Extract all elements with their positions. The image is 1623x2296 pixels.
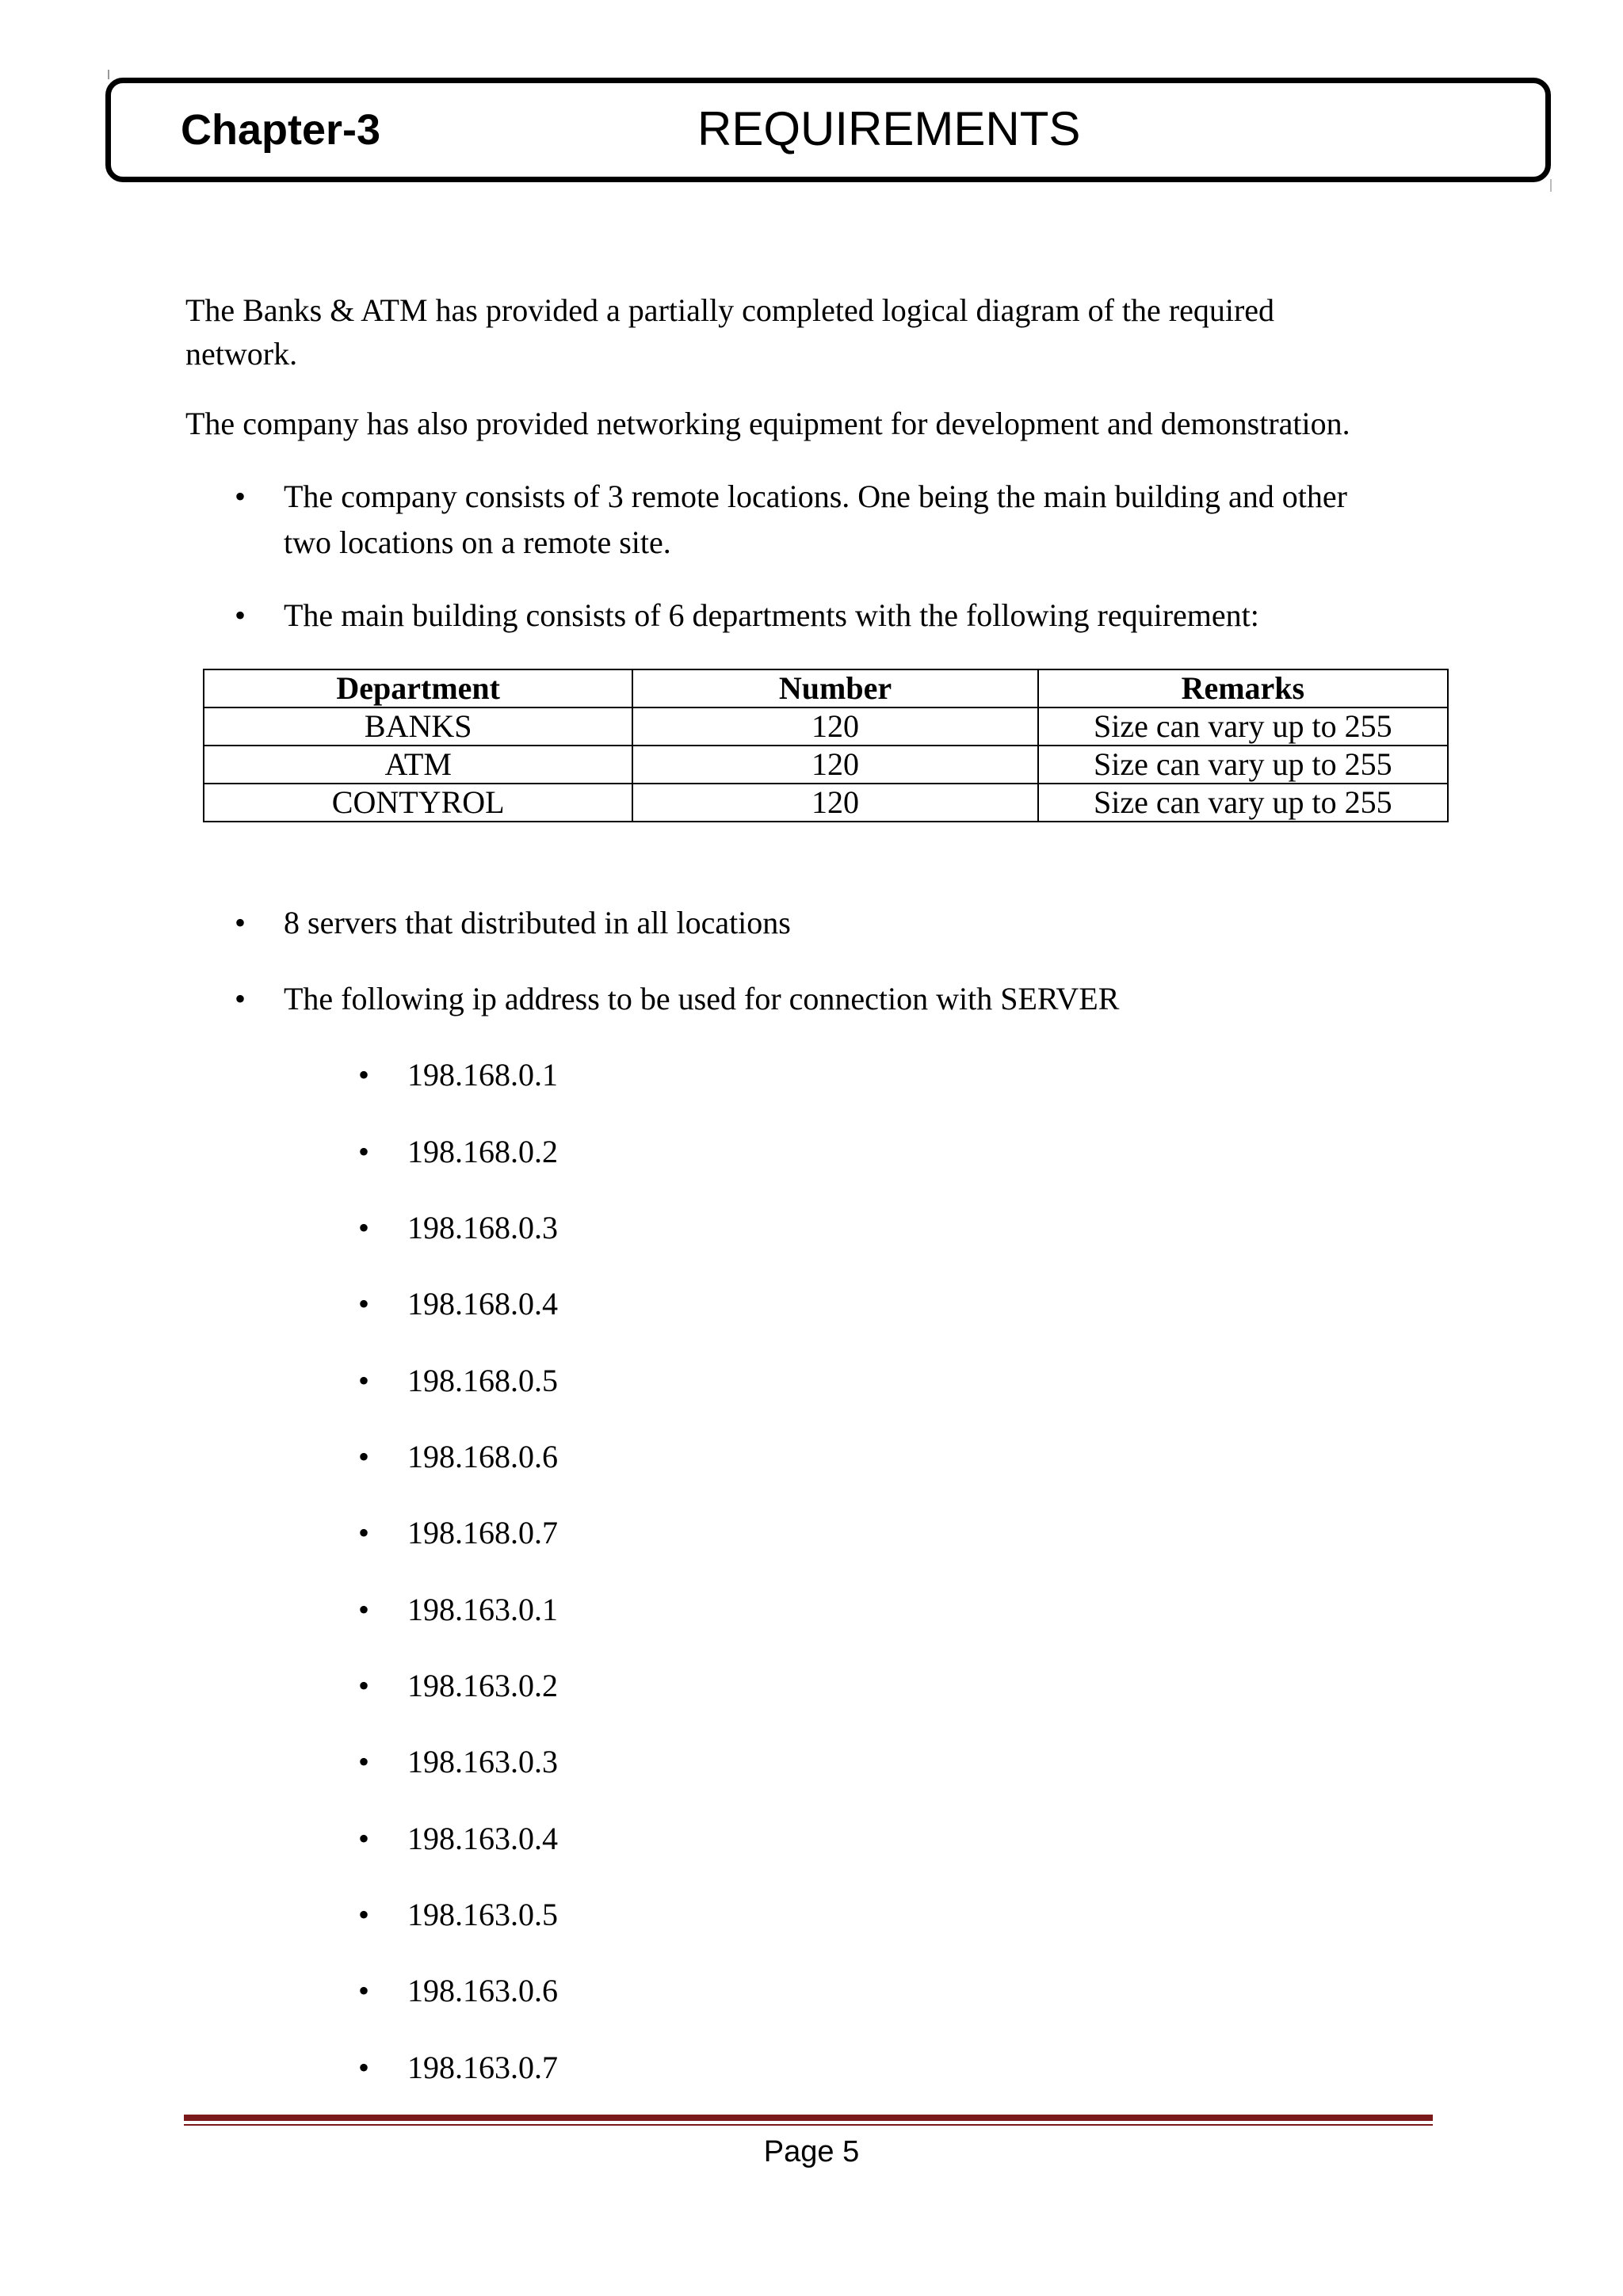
table-cell: BANKS: [204, 707, 632, 746]
table-row: [204, 707, 1448, 746]
table-row: [204, 784, 1448, 822]
table-row: [204, 746, 1448, 784]
table-header-row: [204, 669, 1448, 707]
bullet-dot: •: [358, 1286, 370, 1322]
bullet-dot: •: [235, 597, 246, 633]
table-cell: 120: [632, 784, 1037, 822]
ip-address-item: 198.168.0.7: [407, 1515, 558, 1550]
bullet-dot: •: [358, 1744, 370, 1779]
page-number: Page 5: [763, 2135, 860, 2168]
ip-address-item: 198.168.0.2: [407, 1134, 558, 1169]
ip-address-item: 198.163.0.7: [407, 2050, 558, 2085]
bullet-dot: •: [358, 1134, 370, 1169]
bullet-dot: •: [358, 1363, 370, 1398]
table-header-cell: Remarks: [1038, 669, 1448, 707]
chapter-title: REQUIREMENTS: [697, 102, 1081, 155]
bullet-dot: •: [358, 1210, 370, 1245]
department-table: [203, 669, 1449, 822]
table-cell: Size can vary up to 255: [1038, 707, 1448, 746]
table-cell: ATM: [204, 746, 632, 784]
bullet-dot: •: [235, 905, 246, 940]
intro-paragraph-line: The Banks & ATM has provided a partially completed logical diagram of the required: [185, 292, 1275, 328]
bullet-dot: •: [358, 2050, 370, 2085]
bullet-dot: •: [358, 1897, 370, 1932]
bullet-dot: •: [235, 981, 246, 1016]
table-cell: 120: [632, 746, 1037, 784]
ip-address-item: 198.163.0.4: [407, 1821, 558, 1856]
table-cell: Size can vary up to 255: [1038, 784, 1448, 822]
bullet-text: two locations on a remote site.: [284, 524, 671, 560]
table-header-cell: Department: [204, 669, 632, 707]
intro-paragraph-line: network.: [185, 336, 298, 372]
bullet-dot: •: [358, 1592, 370, 1627]
header-corner-mark: [108, 70, 109, 79]
ip-address-item: 198.163.0.1: [407, 1592, 558, 1627]
table-cell: CONTYROL: [204, 784, 632, 822]
bullet-dot: •: [358, 1821, 370, 1856]
ip-address-item: 198.163.0.5: [407, 1897, 558, 1932]
chapter-label: Chapter-3: [181, 106, 381, 154]
bullet-dot: •: [358, 1973, 370, 2008]
ip-address-item: 198.163.0.3: [407, 1744, 558, 1779]
bullet-dot: •: [358, 1668, 370, 1703]
ip-address-item: 198.168.0.4: [407, 1286, 558, 1322]
ip-address-item: 198.168.0.1: [407, 1057, 558, 1093]
bullet-dot: •: [358, 1515, 370, 1550]
intro-paragraph: The company has also provided networking equipment for development and demonstration.: [185, 406, 1350, 441]
bullet-dot: •: [358, 1439, 370, 1474]
header-corner-mark: [1550, 179, 1552, 192]
table-cell: Size can vary up to 255: [1038, 746, 1448, 784]
bullet-text: The company consists of 3 remote locations. One being the main building and other: [284, 479, 1347, 514]
ip-address-item: 198.163.0.6: [407, 1973, 558, 2008]
ip-address-item: 198.168.0.5: [407, 1363, 558, 1398]
bullet-text: The main building consists of 6 departments with the following requirement:: [284, 597, 1259, 633]
table-cell: 120: [632, 707, 1037, 746]
footer-rule: [184, 2124, 1433, 2126]
ip-address-item: 198.163.0.2: [407, 1668, 558, 1703]
ip-address-item: 198.168.0.6: [407, 1439, 558, 1474]
bullet-dot: •: [235, 479, 246, 514]
ip-address-item: 198.168.0.3: [407, 1210, 558, 1245]
bullet-text: The following ip address to be used for connection with SERVER: [284, 981, 1120, 1016]
bullet-dot: •: [358, 1057, 370, 1093]
bullet-text: 8 servers that distributed in all locations: [284, 905, 791, 940]
footer-rule: [184, 2115, 1433, 2121]
table-header-cell: Number: [632, 669, 1037, 707]
